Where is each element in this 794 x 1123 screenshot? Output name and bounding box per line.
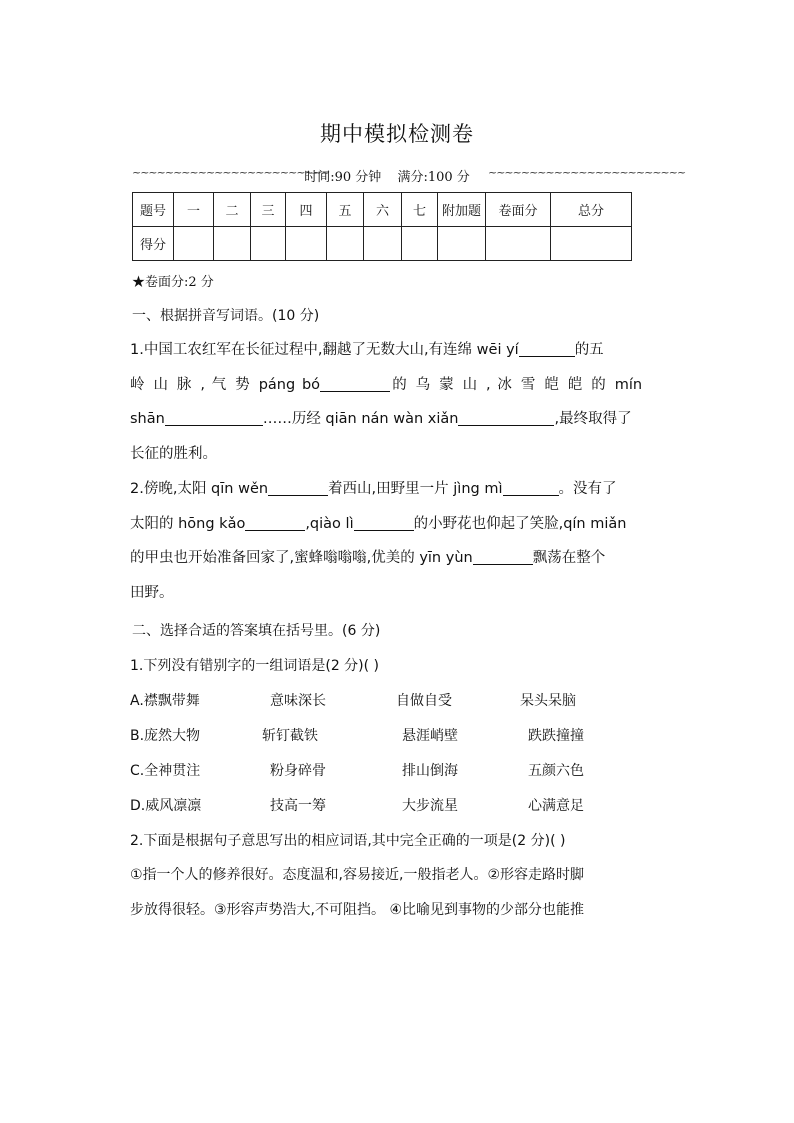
option-word: 大步流星 bbox=[402, 798, 458, 814]
column-header: 三 bbox=[251, 193, 286, 227]
answer-blank[interactable] bbox=[503, 477, 559, 496]
option-word: 心满意足 bbox=[528, 798, 584, 814]
page-title: 期中模拟检测卷 bbox=[320, 122, 474, 146]
q1-line-1: 1.中国工农红军在长征过程中,翻越了无数大山,有连绵 wēi yí 的五 bbox=[130, 333, 642, 368]
q2-line-3: 的甲虫也开始准备回家了,蜜蜂嗡嗡嗡,优美的 yīn yùn 飘荡在整个 bbox=[130, 541, 642, 576]
answer-blank[interactable] bbox=[458, 407, 554, 426]
column-header: 一 bbox=[174, 193, 214, 227]
option-word: 跌跌撞撞 bbox=[528, 728, 584, 744]
option-label: C.全神贯注 bbox=[130, 763, 201, 779]
choice-question-1: 1.下列没有错别字的一组词语是(2 分)( ) bbox=[130, 658, 380, 674]
option-label: B.庞然大物 bbox=[130, 728, 201, 744]
column-header: 总分 bbox=[551, 193, 632, 227]
question2-paragraph bbox=[130, 472, 642, 610]
decorative-wave-left: ~~~~~~~~~~~~~~~~~~~~~~~~ bbox=[132, 166, 330, 179]
score-table bbox=[132, 192, 632, 261]
exam-time: 时间:90 分钟 bbox=[304, 170, 382, 185]
q1-line-4: 长征的胜利。 bbox=[130, 445, 217, 462]
q2-line-1: 2.傍晚,太阳 qīn wěn 着西山,田野里一片 jìng mì 。没有了 bbox=[130, 472, 642, 507]
option-word: 技高一筹 bbox=[270, 798, 326, 814]
q2-line-2: 太阳的 hōng kǎo ,qiào lì 的小野花也仰起了笑脸,qín miǎn bbox=[130, 507, 642, 542]
score-cell[interactable] bbox=[286, 227, 327, 261]
option-label: D.威风凛凛 bbox=[130, 798, 202, 814]
score-cell[interactable] bbox=[364, 227, 402, 261]
column-header: 四 bbox=[286, 193, 327, 227]
choice-question-2: 2.下面是根据句子意思写出的相应词语,其中完全正确的一项是(2 分)( ) bbox=[130, 833, 566, 849]
section1-heading: 一、根据拼音写词语。(10 分) bbox=[132, 308, 320, 324]
score-cell[interactable] bbox=[486, 227, 551, 261]
question1-paragraph bbox=[130, 333, 642, 471]
option-word: 五颜六色 bbox=[528, 763, 584, 779]
option-word: 意味深长 bbox=[270, 693, 326, 709]
option-label: A.襟飘带舞 bbox=[130, 693, 200, 709]
score-cell[interactable] bbox=[251, 227, 286, 261]
column-header: 卷面分 bbox=[486, 193, 551, 227]
answer-blank[interactable] bbox=[519, 338, 575, 357]
answer-blank[interactable] bbox=[354, 512, 414, 531]
score-cell[interactable] bbox=[551, 227, 632, 261]
decorative-wave-right: ~~~~~~~~~~~~~~~~~~~~~~~~ bbox=[488, 166, 686, 179]
header-label-cell: 题号 bbox=[133, 193, 174, 227]
column-header: 七 bbox=[402, 193, 438, 227]
q2-line-4: 田野。 bbox=[130, 584, 174, 601]
exam-full-score: 满分:100 分 bbox=[397, 170, 470, 185]
column-header: 二 bbox=[214, 193, 251, 227]
answer-blank[interactable] bbox=[268, 477, 328, 496]
question2-text-line-1: ①指一个人的修养很好。态度温和,容易接近,一般指老人。②形容走路时脚 bbox=[130, 867, 585, 883]
score-cell[interactable] bbox=[438, 227, 486, 261]
option-word: 自做自受 bbox=[396, 693, 452, 709]
section2-heading: 二、选择合适的答案填在括号里。(6 分) bbox=[132, 623, 381, 639]
option-word: 粉身碎骨 bbox=[270, 763, 326, 779]
score-table-score-row bbox=[133, 227, 632, 261]
score-cell[interactable] bbox=[402, 227, 438, 261]
score-cell[interactable] bbox=[327, 227, 364, 261]
answer-blank[interactable] bbox=[165, 407, 263, 426]
column-header: 附加题 bbox=[438, 193, 486, 227]
answer-blank[interactable] bbox=[320, 373, 390, 392]
score-cell[interactable] bbox=[214, 227, 251, 261]
score-table-header-row bbox=[133, 193, 632, 227]
option-word: 呆头呆脑 bbox=[520, 693, 576, 709]
subtitle-line bbox=[132, 166, 686, 185]
answer-blank[interactable] bbox=[473, 546, 533, 565]
answer-blank[interactable] bbox=[245, 512, 305, 531]
option-word: 排山倒海 bbox=[402, 763, 458, 779]
question2-text-line-2: 步放得很轻。③形容声势浩大,不可阻挡。 ④比喻见到事物的少部分也能推 bbox=[130, 902, 585, 918]
column-header: 五 bbox=[327, 193, 364, 227]
column-header: 六 bbox=[364, 193, 402, 227]
neatness-note: ★卷面分:2 分 bbox=[132, 275, 214, 290]
option-word: 斩钉截铁 bbox=[262, 728, 318, 744]
row-label-cell: 得分 bbox=[133, 227, 174, 261]
q1-line-3: shān ……历经 qiān nán wàn xiǎn ,最终取得了 bbox=[130, 402, 642, 437]
option-word: 悬涯峭壁 bbox=[402, 728, 458, 744]
q1-line-2: 岭 山 脉 , 气 势 páng bó 的 乌 蒙 山 , 冰 雪 皑 皑 的 mín bbox=[130, 368, 642, 403]
exam-info bbox=[292, 166, 482, 185]
score-cell[interactable] bbox=[174, 227, 214, 261]
